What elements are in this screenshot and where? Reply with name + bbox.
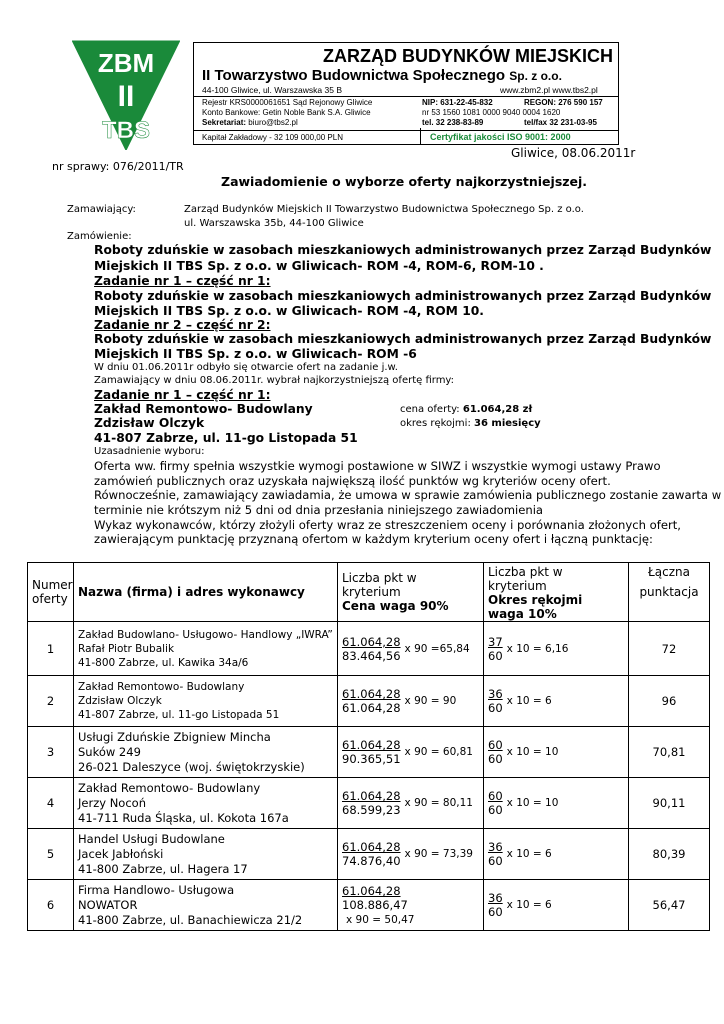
price-denominator: 68.599,23 [342, 803, 401, 817]
warranty-points-cell [484, 880, 629, 931]
company-www: www.zbm2.pl www.tbs2.pl [500, 85, 598, 95]
warranty-denominator: 60 [488, 854, 503, 868]
price-points-cell [338, 829, 484, 880]
price-numerator: 61.064,28 [342, 687, 401, 701]
contractor-name: Zakład Remontowo- Budowlany [78, 681, 245, 693]
contractor-name2: NOWATOR [78, 897, 138, 912]
info-line1: W dniu 01.06.2011r odbyło się otwarcie ofert na zadanie j.w. [94, 362, 398, 373]
warranty-numerator: 60 [488, 738, 503, 752]
header-name: Nazwa (firma) i adres wykonawcy [74, 563, 338, 622]
zamowienie-label: Zamówienie: [67, 231, 132, 242]
company-title: ZARZĄD BUDYNKÓW MIEJSKICH [323, 46, 613, 66]
contractor-address: 41-800 Zabrze, ul. Hagera 17 [78, 861, 248, 876]
fax: tel/fax 32 231-03-95 [524, 118, 597, 127]
warranty-calc: x 10 = 6,16 [506, 642, 569, 655]
warranty-label: okres rękojmi: [400, 418, 471, 429]
price-calc: x 90 = 50,47 [346, 913, 415, 926]
contractor-name: Handel Usługi Budowlane [78, 831, 225, 846]
contractor-address: 41-807 Zabrze, ul. 11-go Listopada 51 [78, 709, 280, 721]
warranty-calc: x 10 = 6 [506, 848, 552, 860]
warranty-denominator: 60 [488, 648, 503, 663]
certyfikat: Certyfikat jakości ISO 9001: 2000 [430, 132, 571, 142]
offers-table [27, 562, 710, 931]
contractor-cell [74, 676, 338, 727]
table-row [28, 727, 710, 778]
price-points-cell [338, 622, 484, 676]
bank-account: nr 53 1560 1081 0000 9040 0004 1620 [422, 108, 561, 117]
warranty-numerator: 36 [488, 840, 503, 854]
warranty-denominator: 60 [488, 701, 503, 715]
warranty-numerator: 36 [488, 687, 503, 701]
contractor-name: Zakład Remontowo- Budowlany [78, 780, 261, 795]
winner-line3: 41-807 Zabrze, ul. 11-go Listopada 51 [94, 431, 358, 445]
table-header-row [28, 563, 710, 622]
task1-heading: Zadanie nr 1 – część nr 1: [94, 274, 271, 288]
warranty-points-cell [484, 622, 629, 676]
price-label: cena oferty: [400, 404, 460, 415]
warranty-denominator: 60 [488, 752, 503, 766]
task2-heading: Zadanie nr 2 – część nr 2: [94, 318, 271, 332]
price-line [400, 404, 532, 415]
sekretariat-label: Sekretariat: [202, 118, 247, 127]
offer-number: 1 [28, 622, 74, 676]
contractor-name2: Rafał Piotr Bubalik [78, 642, 175, 655]
header-warranty: Liczba pkt w kryterium Okres rękojmi waga 10% [484, 563, 629, 622]
kapital: Kapitał Zakładowy - 32 109 000,00 PLN [202, 133, 343, 142]
price-denominator: 83.464,56 [342, 648, 401, 663]
order-line1: Roboty zduńskie w zasobach mieszkaniowych administrowanych przez Zarząd Budynków [94, 243, 712, 257]
justification-label: Uzasadnienie wyboru: [94, 446, 205, 457]
task2-line2: Miejskich II TBS Sp. z o.o. w Gliwicach- ROM -6 [94, 347, 417, 361]
table-row [28, 676, 710, 727]
price-numerator: 61.064,28 [342, 634, 401, 649]
tel: tel. 32 238-83-89 [422, 118, 484, 127]
price-points-cell [338, 880, 484, 931]
logo-zbm: ZBM [97, 48, 155, 78]
price-denominator: 74.876,40 [342, 854, 401, 868]
contractor-address: 41-711 Ruda Śląska, ul. Kokota 167a [78, 810, 289, 825]
company-address: 44-100 Gliwice, ul. Warszawska 35 B [202, 85, 342, 95]
rejestr: Rejestr KRS0000061651 Sąd Rejonowy Gliwice [202, 98, 373, 107]
winner-line2: Zdzisław Olczyk [94, 416, 205, 430]
warranty-denominator: 60 [488, 905, 503, 919]
contractor-name2: Jerzy Nocoń [78, 795, 146, 810]
price-points-cell [338, 778, 484, 829]
offer-number: 3 [28, 727, 74, 778]
table-row [28, 778, 710, 829]
price-calc: x 90 =65,84 [404, 642, 470, 655]
justification-line2: zamówień publicznych oraz uzyskała największą ilość punktów wg kryteriów oceny ofert. [94, 474, 611, 488]
contractor-address: 41-800 Zabrze, ul. Kawika 34a/6 [78, 656, 249, 669]
price-numerator: 61.064,28 [342, 789, 401, 803]
nr-sprawy: nr sprawy: 076/2011/TR [52, 160, 184, 173]
price-calc: x 90 = 80,11 [404, 797, 473, 809]
divider [193, 128, 421, 145]
winner-line1: Zakład Remontowo- Budowlany [94, 402, 313, 416]
total-points: 90,11 [629, 778, 710, 829]
warranty-numerator: 60 [488, 789, 503, 803]
contractor-cell [74, 778, 338, 829]
warranty-points-cell [484, 778, 629, 829]
regon: REGON: 276 590 157 [524, 98, 603, 107]
table-row [28, 880, 710, 931]
zamawiajacy-line2: ul. Warszawska 35b, 44-100 Gliwice [184, 218, 364, 229]
total-points: 96 [629, 676, 710, 727]
doc-title: Zawiadomienie o wyborze oferty najkorzystniejszej. [221, 174, 588, 189]
contractor-name2: Zdzisław Olczyk [78, 695, 162, 707]
price-denominator: 61.064,28 [342, 701, 401, 715]
justification-line6: zawierającym punktację przyznaną ofertom w każdym kryterium oceny ofert i łączną punktację: [94, 532, 653, 546]
task1-line2: Miejskich II TBS Sp. z o.o. w Gliwicach- ROM -4, ROM 10. [94, 304, 484, 318]
total-points: 72 [629, 622, 710, 676]
logo-ii: II [117, 80, 135, 113]
warranty-calc: x 10 = 6 [506, 695, 552, 707]
warranty-numerator: 37 [488, 634, 503, 649]
zamawiajacy-label: Zamawiający: [67, 204, 136, 215]
warranty-numerator: 36 [488, 891, 503, 905]
justification-line5: Wykaz wykonawców, którzy złożyli oferty wraz ze streszczeniem oceny i porównania złożonych ofert, [94, 518, 681, 532]
warranty-denominator: 60 [488, 803, 503, 817]
warranty-line [400, 418, 541, 429]
offer-number: 5 [28, 829, 74, 880]
info-line2: Zamawiający w dniu 08.06.2011r. wybrał najkorzystniejszą ofertę firmy: [94, 375, 454, 386]
price-calc: x 90 = 90 [404, 695, 457, 707]
total-points: 70,81 [629, 727, 710, 778]
price-numerator: 61.064,28 [342, 840, 401, 854]
task2-line1: Roboty zduńskie w zasobach mieszkaniowych administrowanych przez Zarząd Budynków [94, 332, 712, 346]
price-numerator: 61.064,28 [342, 738, 401, 752]
warranty-points-cell [484, 829, 629, 880]
header-number: Numer oferty [28, 563, 74, 622]
header-total: Łączna punktacja [629, 563, 710, 622]
price-numerator: 61.064,28 [342, 884, 401, 898]
contractor-cell [74, 880, 338, 931]
warranty-value: 36 miesięcy [474, 418, 541, 429]
order-line2: Miejskich II TBS Sp. z o.o. w Gliwicach- ROM -4, ROM-6, ROM-10 . [94, 259, 544, 273]
company-subtitle [202, 67, 562, 84]
header-price: Liczba pkt w kryterium Cena waga 90% [338, 563, 484, 622]
logo-tbs: TBS [102, 117, 150, 144]
sekretariat [202, 118, 298, 128]
justification-line4: terminie nie krótszym niż 5 dni od dnia przesłania niniejszego zawiadomienia [94, 503, 544, 517]
winner-task-heading: Zadanie nr 1 – część nr 1: [94, 388, 271, 402]
warranty-calc: x 10 = 6 [506, 899, 552, 911]
offer-number: 6 [28, 880, 74, 931]
price-value: 61.064,28 zł [462, 404, 533, 415]
warranty-calc: x 10 = 10 [506, 746, 559, 758]
offer-number: 2 [28, 676, 74, 727]
date-line: Gliwice, 08.06.2011r [511, 146, 636, 160]
price-calc: x 90 = 73,39 [404, 848, 473, 860]
zbm-logo [72, 40, 180, 150]
contractor-name2: Jacek Jabłoński [78, 846, 164, 861]
justification-line1: Oferta ww. firmy spełnia wszystkie wymogi postawione w SIWZ i wszystkie wymogi ustawy Prawo [94, 459, 661, 473]
contractor-name2: Suków 249 [78, 744, 141, 759]
total-points: 80,39 [629, 829, 710, 880]
contractor-address: 41-800 Zabrze, ul. Banachiewicza 21/2 [78, 912, 303, 927]
offer-number: 4 [28, 778, 74, 829]
subtitle-text: II Towarzystwo Budownictwa Społecznego [202, 67, 506, 84]
warranty-calc: x 10 = 10 [506, 797, 559, 809]
table-row [28, 622, 710, 676]
total-points: 56,47 [629, 880, 710, 931]
subtitle-suffix: Sp. z o.o. [509, 69, 562, 83]
nip: NIP: 631-22-45-832 [422, 98, 493, 107]
contractor-name: Firma Handlowo- Usługowa [78, 882, 235, 897]
contractor-cell [74, 829, 338, 880]
zamawiajacy-line1: Zarząd Budynków Miejskich II Towarzystwo Budownictwa Społecznego Sp. z o.o. [184, 204, 584, 215]
contractor-address: 26-021 Daleszyce (woj. świętokrzyskie) [78, 759, 305, 774]
konto: Konto Bankowe: Getin Noble Bank S.A. Gliwice [202, 108, 371, 117]
price-points-cell [338, 727, 484, 778]
warranty-points-cell [484, 676, 629, 727]
price-calc: x 90 = 60,81 [404, 746, 473, 758]
contractor-cell [74, 727, 338, 778]
price-denominator: 108.886,47 [342, 898, 408, 912]
task1-line1: Roboty zduńskie w zasobach mieszkaniowych administrowanych przez Zarząd Budynków [94, 289, 712, 303]
contractor-name: Usługi Zduńskie Zbigniew Mincha [78, 729, 271, 744]
price-denominator: 90.365,51 [342, 752, 401, 766]
contractor-cell [74, 622, 338, 676]
justification-line3: Równocześnie, zamawiający zawiadamia, że umowa w sprawie zamówienia publicznego zostanie zawarta w [94, 488, 722, 502]
warranty-points-cell [484, 727, 629, 778]
table-row [28, 829, 710, 880]
divider [194, 96, 618, 97]
sekretariat-email: biuro@tbs2.pl [248, 118, 298, 127]
price-points-cell [338, 676, 484, 727]
contractor-name: Zakład Budowlano- Usługowo- Handlowy „IWRA” [78, 628, 333, 641]
